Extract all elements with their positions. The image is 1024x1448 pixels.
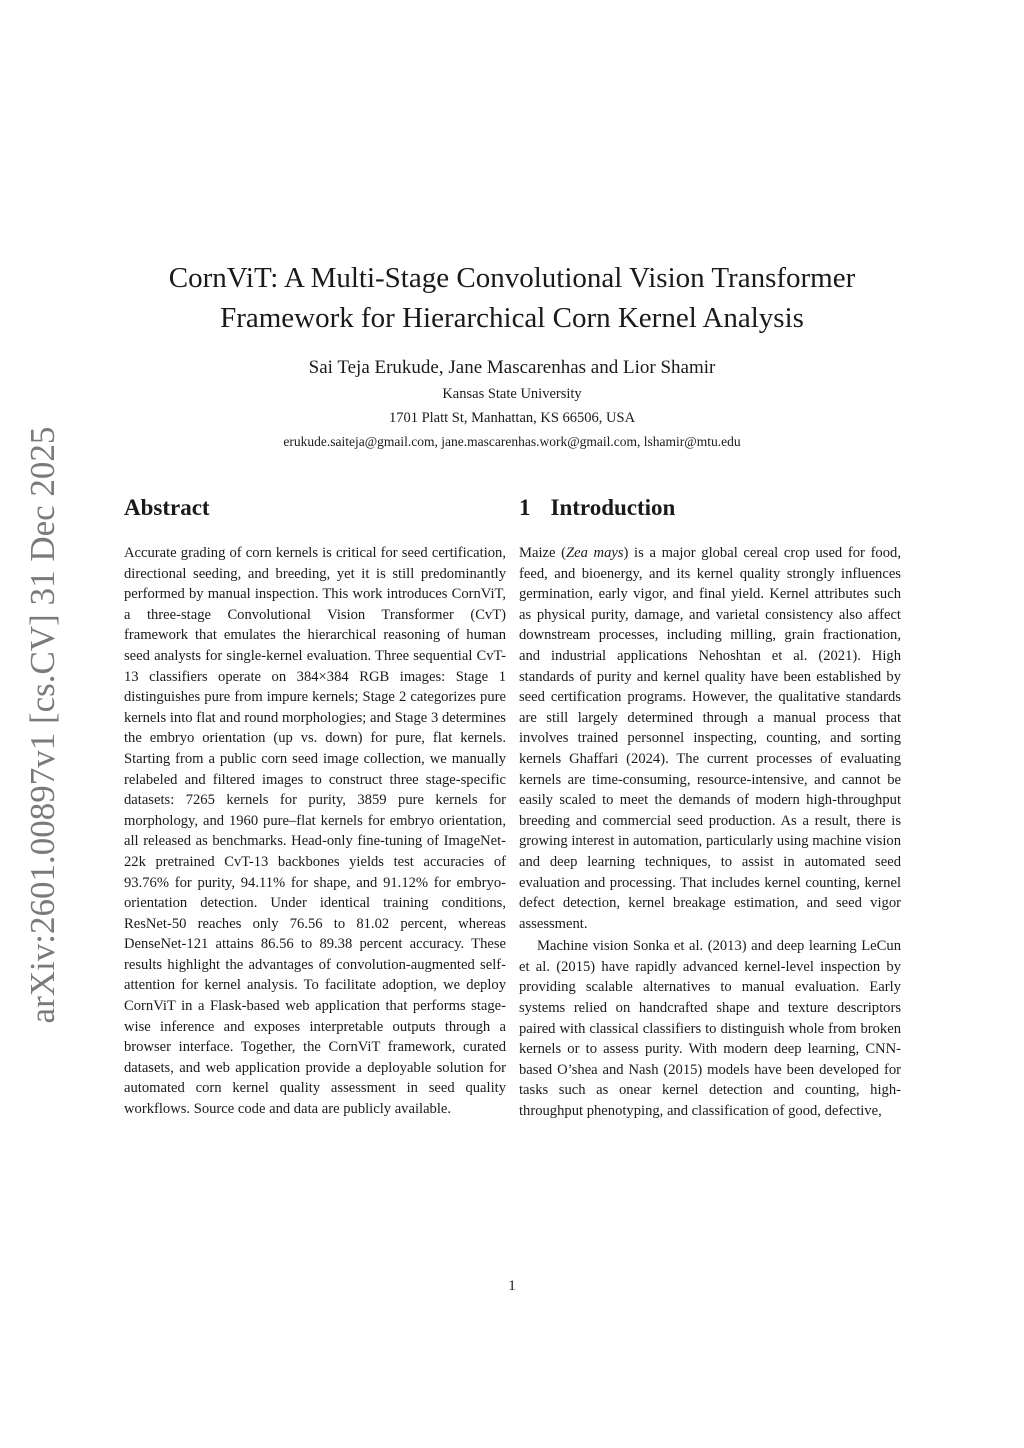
species-name: Zea mays	[565, 545, 624, 561]
arxiv-identifier: arXiv:2601.00897v1 [cs.CV] 31 Dec 2025	[23, 426, 62, 1024]
introduction-heading	[519, 493, 675, 523]
author-emails: erukude.saiteja@gmail.com, jane.mascarenhas.work@gmail.com, lshamir@mtu.edu	[283, 434, 741, 449]
abstract-paragraph: Accurate grading of corn kernels is critical for seed certification, directional seeding, and breeding, yet it is still predominantly performed by manual inspection. This work introduces CornViT, a three-stage Convolutional Vision Transformer (CvT) framework that emulates the hierarchical reasoning of human seed analysts for single-kernel evaluation. Three sequential CvT-13 classifiers operate on 384×384 RGB images: Stage 1 distinguishes pure from impure kernels; Stage 2 categorizes pure kernels into flat and round morphologies; and Stage 3 determines the embryo orientation (up vs. down) for pure, flat kernels. Starting from a public corn seed image collection, we manually relabeled and filtered images to construct three stage-specific datasets: 7265 kernels for purity, 3859 pure kernels for morphology, and 1960 pure–flat kernels for embryo orientation, all released as benchmarks. Head-only fine-tuning of ImageNet-22k pretrained CvT-13 backbones yields test accuracies of 93.76% for purity, 94.11% for shape, and 91.12% for embryo-orientation detection. Under identical training conditions, ResNet-50 reaches only 76.56 to 81.02 percent, whereas DenseNet-121 attains 86.56 to 89.38 percent accuracy. These results highlight the advantages of convolution-augmented self-attention for kernel analysis. To facilitate adoption, we deploy CornViT in a Flask-based web application that performs stage-wise inference and exposes interpretable outputs through a browser interface. Together, the CornViT framework, curated datasets, and web application provide a deployable solution for automated corn kernel quality assessment in seed quality workflows. Source code and data are publicly available.	[124, 545, 506, 1118]
page-number: 1	[508, 1278, 516, 1294]
paper-title	[120, 258, 904, 338]
intro-paragraph-2: Machine vision Sonka et al. (2013) and deep learning LeCun et al. (2015) have rapidly advanced kernel-level inspection by providing scalable alternatives to manual evaluation. Early systems relied on handcrafted shape and texture descriptors paired with classical classifiers to distinguish whole from broken kernels or to assess purity. With modern deep learning, CNN-based O’shea and Nash (2015) models have been developed for tasks such as onear kernel detection and counting, high-throughput phenotyping, and classification of good, defective,	[519, 938, 901, 1120]
address: 1701 Platt St, Manhattan, KS 66506, USA	[388, 410, 636, 426]
abstract-heading: Abstract	[124, 495, 210, 520]
authors: Sai Teja Erukude, Jane Mascarenhas and Lior Shamir	[308, 357, 716, 378]
section-title: Introduction	[550, 495, 676, 520]
intro-p1-rest: ) is a major global cereal crop used for food, feed, and bioenergy, and its kernel quality strongly influences germination, early vigor, and final yield. Kernel attributes such as physical purity, damage, and varietal consistency also affect downstream processes, including milling, grain fractionation, and industrial applications Nehoshtan et al. (2021). High standards of purity and kernel quality have been established by seed certification programs. However, the qualitative standards are still largely determined through a manual process that involves trained personnel inspecting, counting, and sorting kernels Ghaffari (2024). The current processes of evaluating kernels are time-consuming, resource-intensive, and cannot be easily scaled to meet the demands of modern high-throughput breeding and commercial seed production. As a result, there is growing interest in automation, particularly using machine vision and deep learning techniques, to assist in automated seed evaluation and processing. That includes kernel counting, kernel defect detection, kernel breakage estimation, and seed vigor assessment.	[519, 545, 901, 932]
title-line-2: Framework for Hierarchical Corn Kernel Analysis	[220, 302, 804, 334]
abstract-column	[124, 543, 506, 1120]
affiliation: Kansas State University	[442, 386, 582, 402]
title-line-1: CornViT: A Multi-Stage Convolutional Vision Transformer	[168, 262, 856, 294]
section-number: 1	[519, 495, 531, 520]
intro-paragraph-1	[519, 543, 901, 934]
introduction-column	[519, 543, 901, 1122]
intro-p1-lead: Maize (	[519, 545, 566, 561]
